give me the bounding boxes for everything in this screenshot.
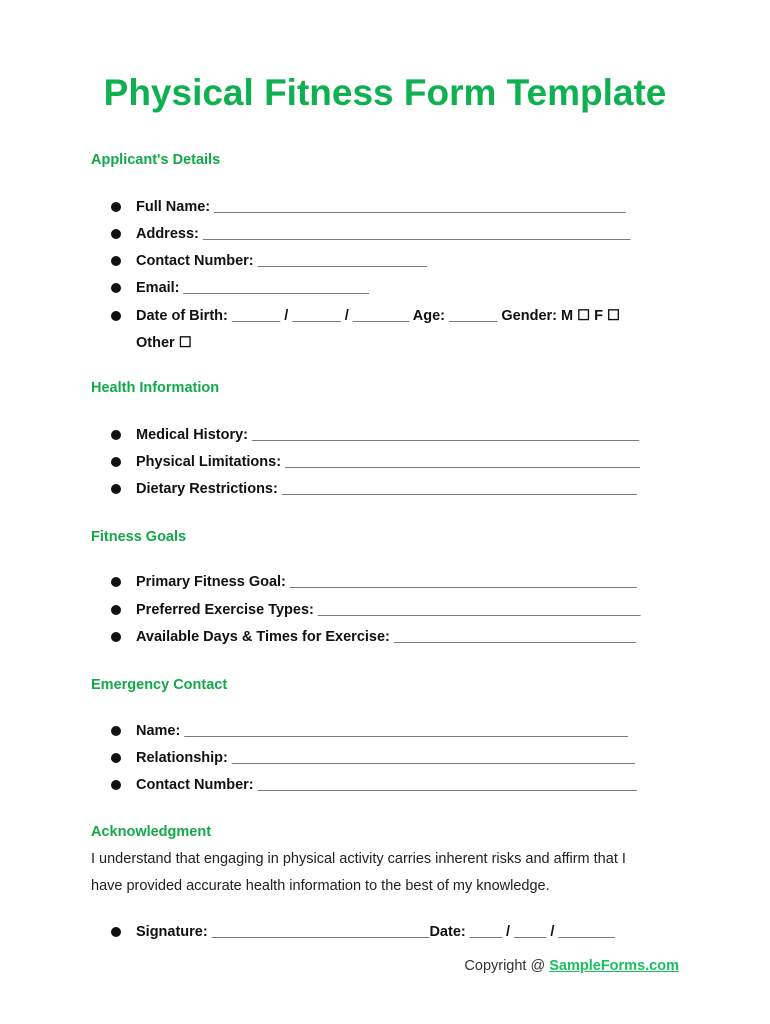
primary-fitness-goal-field[interactable]: Primary Fitness Goal: ___________________________________________ xyxy=(136,574,637,590)
bullet-icon xyxy=(111,726,121,736)
physical-limitations-field[interactable]: Physical Limitations: ____________________________________________ xyxy=(136,454,640,470)
available-days-times-field[interactable]: Available Days & Times for Exercise: ______________________________ xyxy=(136,629,636,645)
section-heading-applicant: Applicant's Details xyxy=(91,152,221,168)
signature-date-field[interactable]: Signature: ___________________________Date: ____ / ____ / _______ xyxy=(136,924,615,940)
emergency-name-field[interactable]: Name: _______________________________________________________ xyxy=(136,723,628,739)
gender-other-checkbox[interactable]: Other ☐ xyxy=(136,335,192,351)
bullet-icon xyxy=(111,202,121,212)
copyright-footer xyxy=(464,958,679,974)
copyright-prefix: Copyright @ xyxy=(464,958,550,974)
section-heading-health: Health Information xyxy=(91,380,220,396)
acknowledgment-text-line-1: I understand that engaging in physical activity carries inherent risks and affirm that I xyxy=(91,851,626,867)
section-heading-fitness: Fitness Goals xyxy=(91,529,187,545)
section-heading-acknowledgment: Acknowledgment xyxy=(91,824,212,840)
section-heading-emergency: Emergency Contact xyxy=(91,677,228,693)
acknowledgment-text-line-2: have provided accurate health information to the best of my knowledge. xyxy=(91,878,550,894)
email-field[interactable]: Email: _______________________ xyxy=(136,280,370,296)
bullet-icon xyxy=(111,311,121,321)
bullet-icon xyxy=(111,780,121,790)
sampleforms-link[interactable]: SampleForms.com xyxy=(549,958,679,974)
bullet-icon xyxy=(111,256,121,266)
bullet-icon xyxy=(111,927,121,937)
bullet-icon xyxy=(111,632,121,642)
bullet-icon xyxy=(111,229,121,239)
bullet-icon xyxy=(111,577,121,587)
bullet-icon xyxy=(111,753,121,763)
bullet-icon xyxy=(111,430,121,440)
emergency-contact-number-field[interactable]: Contact Number: _______________________________________________ xyxy=(136,777,637,793)
full-name-field[interactable]: Full Name: ___________________________________________________ xyxy=(136,199,626,215)
form-title: Physical Fitness Form Template xyxy=(103,72,667,113)
contact-number-field[interactable]: Contact Number: _____________________ xyxy=(136,253,427,269)
bullet-icon xyxy=(111,605,121,615)
preferred-exercise-types-field[interactable]: Preferred Exercise Types: ________________________________________ xyxy=(136,602,641,618)
emergency-relationship-field[interactable]: Relationship: __________________________________________________ xyxy=(136,750,636,766)
bullet-icon xyxy=(111,457,121,467)
bullet-icon xyxy=(111,283,121,293)
date-of-birth-age-gender-field[interactable]: Date of Birth: ______ / ______ / _______ Age: ______ Gender: M ☐ F ☐ xyxy=(136,308,621,324)
bullet-icon xyxy=(111,484,121,494)
dietary-restrictions-field[interactable]: Dietary Restrictions: ____________________________________________ xyxy=(136,481,637,497)
address-field[interactable]: Address: _____________________________________________________ xyxy=(136,226,631,242)
medical-history-field[interactable]: Medical History: ________________________________________________ xyxy=(136,427,640,443)
